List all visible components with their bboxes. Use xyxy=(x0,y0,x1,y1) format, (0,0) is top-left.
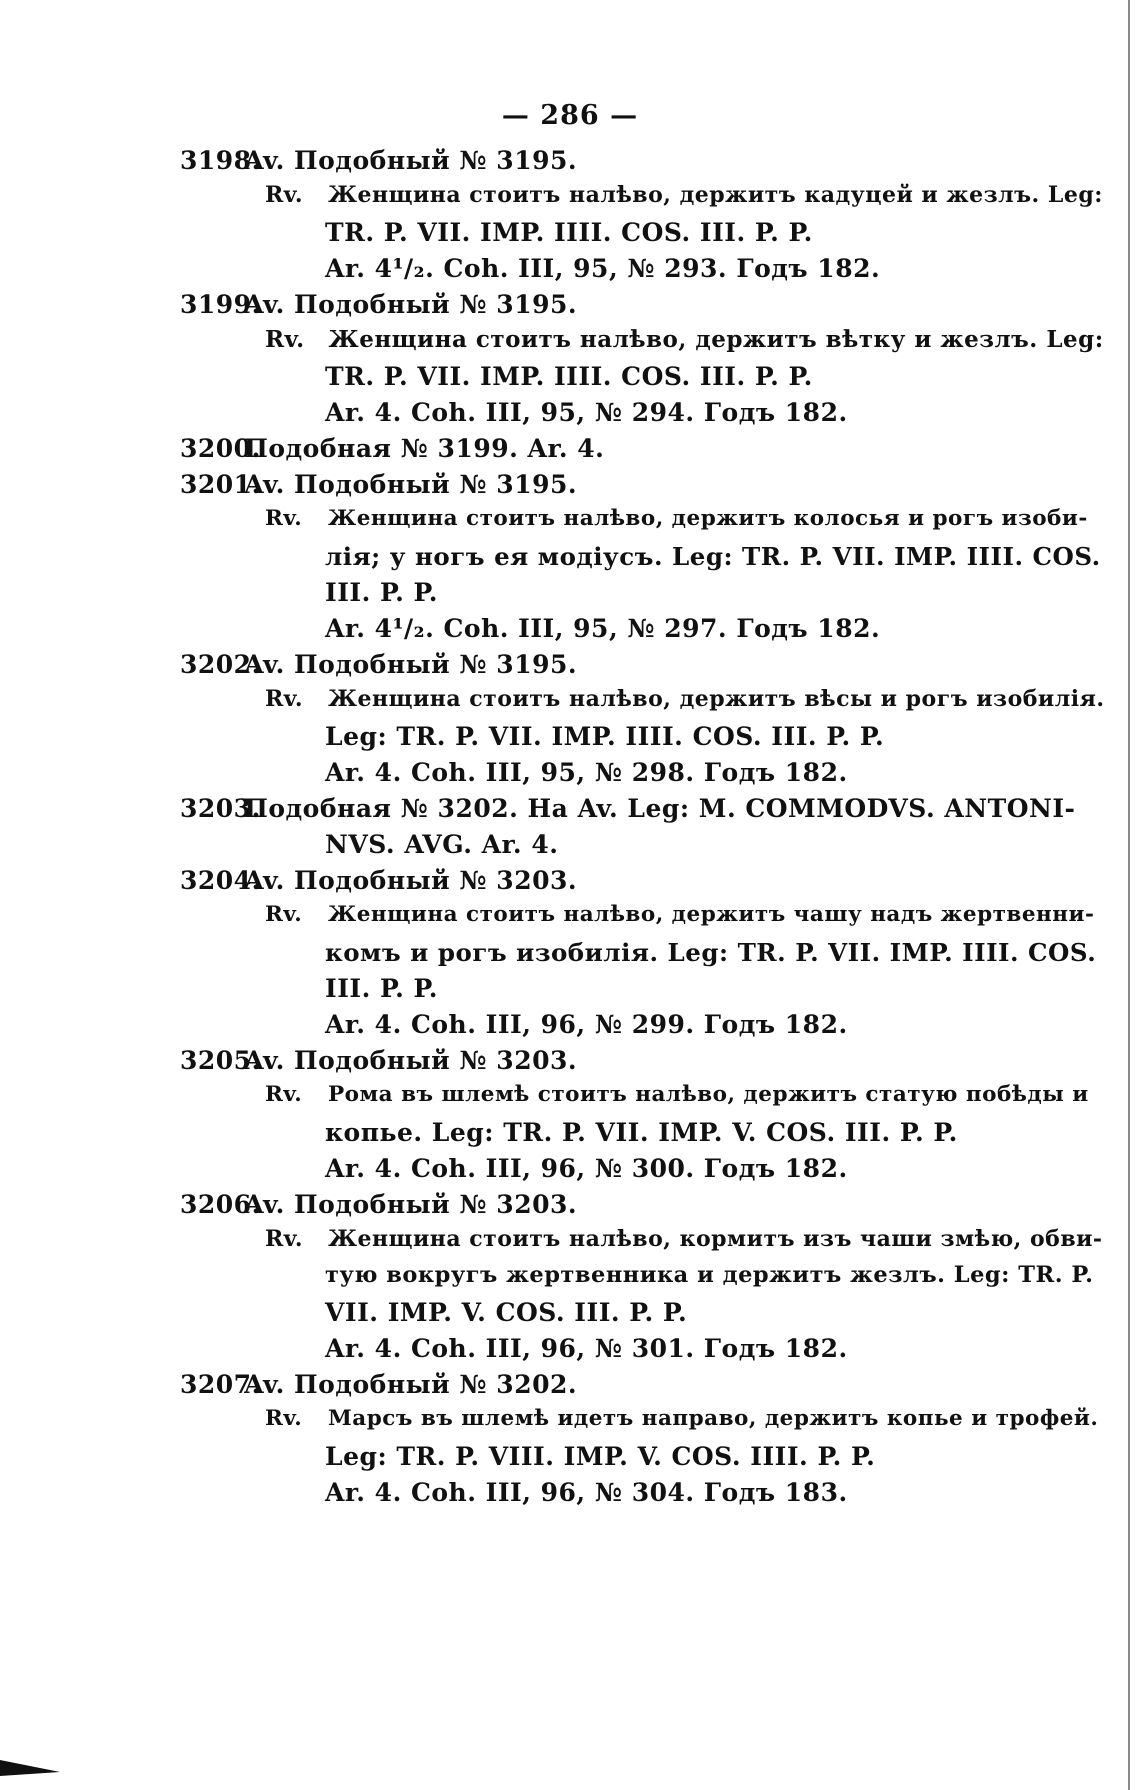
entry-number: 3203. xyxy=(180,794,261,823)
obverse-text: Подобная № 3202. На Av. Leg: M. COMMODVS. ANTONI- xyxy=(244,794,1076,823)
entry-number: 3206. xyxy=(180,1190,261,1219)
reverse-text: Женщина стоитъ налѣво, держитъ колосья и рогъ изоби- xyxy=(328,506,1088,531)
reverse-label: Rv. xyxy=(265,1082,303,1107)
reverse-line xyxy=(265,902,1094,927)
catalog-entry-3205 xyxy=(180,1046,577,1075)
reverse-text-cont: лія; у ногъ ея модіусъ. Leg: TR. P. VII. IMP. IIII. COS. xyxy=(325,542,1101,571)
reverse-text: Женщина стоитъ налѣво, держитъ кадуцей и жезлъ. Leg: xyxy=(328,182,1103,208)
reverse-legend: III. P. P. xyxy=(325,578,438,607)
reference-line: Ar. 4¹/₂. Coh. III, 95, № 293. Годъ 182. xyxy=(325,254,881,283)
reverse-label: Rv. xyxy=(265,1226,304,1252)
reference-line: Ar. 4. Coh. III, 96, № 300. Годъ 182. xyxy=(325,1154,848,1183)
reverse-label: Rv. xyxy=(265,326,305,353)
entry-number: 3204. xyxy=(180,866,261,895)
reverse-legend: TR. P. VII. IMP. IIII. COS. III. P. P. xyxy=(325,218,813,247)
reverse-line xyxy=(265,326,1104,353)
reference-line: Ar. 4. Coh. III, 95, № 298. Годъ 182. xyxy=(325,758,848,787)
reverse-text: Марсъ въ шлемѣ идетъ направо, держитъ копье и трофей. xyxy=(328,1406,1099,1431)
catalog-entry-3204 xyxy=(180,866,577,895)
obverse-text: Av. Подобный № 3203. xyxy=(244,1046,578,1075)
reverse-legend: VII. IMP. V. COS. III. P. P. xyxy=(325,1298,688,1327)
catalog-entry-3199 xyxy=(180,290,577,319)
catalog-entry-3198 xyxy=(180,146,577,175)
reverse-line xyxy=(265,1226,1103,1252)
reverse-label: Rv. xyxy=(265,1406,303,1431)
page-edge xyxy=(1128,0,1130,1790)
catalog-entry-3202 xyxy=(180,650,577,679)
obverse-text: Av. Подобный № 3195. xyxy=(244,290,578,319)
entry-number: 3200. xyxy=(180,434,261,463)
reference-line: Ar. 4. Coh. III, 96, № 301. Годъ 182. xyxy=(325,1334,848,1363)
reverse-line xyxy=(265,506,1088,531)
catalog-entry-3200 xyxy=(180,434,604,463)
reverse-line xyxy=(265,1406,1098,1431)
entry-number: 3198. xyxy=(180,146,261,175)
catalog-entry-3203 xyxy=(180,794,1075,823)
entry-number: 3205. xyxy=(180,1046,261,1075)
reverse-text: Женщина стоитъ налѣво, кормитъ изъ чаши змѣю, обви- xyxy=(328,1226,1103,1252)
reverse-text: Женщина стоитъ налѣво, держитъ вѣсы и рогъ изобилія. xyxy=(328,686,1105,712)
catalog-entry-3207 xyxy=(180,1370,577,1399)
entry-number: 3207. xyxy=(180,1370,261,1399)
reverse-legend: III. P. P. xyxy=(325,974,438,1003)
entry-number: 3201. xyxy=(180,470,261,499)
reverse-legend: Leg: TR. P. VII. IMP. IIII. COS. III. P. P. xyxy=(325,722,885,751)
catalog-entry-3201 xyxy=(180,470,577,499)
obverse-text: Av. Подобный № 3203. xyxy=(244,1190,578,1219)
reverse-text: Рома въ шлемѣ стоитъ налѣво, держитъ статую побѣды и xyxy=(328,1082,1089,1107)
entry-number: 3202. xyxy=(180,650,261,679)
obverse-text: Av. Подобный № 3202. xyxy=(244,1370,578,1399)
reverse-text: Женщина стоитъ налѣво, держитъ вѣтку и жезлъ. Leg: xyxy=(328,326,1104,353)
reverse-label: Rv. xyxy=(265,686,304,712)
reverse-label: Rv. xyxy=(265,902,303,927)
catalog-entry-3206 xyxy=(180,1190,577,1219)
obverse-text: Av. Подобный № 3203. xyxy=(244,866,578,895)
reference-line: Ar. 4. Coh. III, 96, № 304. Годъ 183. xyxy=(325,1478,848,1507)
reverse-line xyxy=(265,182,1103,208)
reverse-label: Rv. xyxy=(265,506,303,531)
reference-line: Ar. 4¹/₂. Coh. III, 95, № 297. Годъ 182. xyxy=(325,614,881,643)
reverse-line xyxy=(265,1082,1089,1107)
obverse-text: Av. Подобный № 3195. xyxy=(244,650,578,679)
reference-line: Ar. 4. Coh. III, 96, № 299. Годъ 182. xyxy=(325,1010,848,1039)
scan-artifact xyxy=(0,1760,60,1776)
obverse-text: Av. Подобный № 3195. xyxy=(244,146,578,175)
reverse-label: Rv. xyxy=(265,182,304,208)
reverse-text-cont: копье. Leg: TR. P. VII. IMP. V. COS. III. P. P. xyxy=(325,1118,958,1147)
reverse-legend: Leg: TR. P. VIII. IMP. V. COS. IIII. P. P. xyxy=(325,1442,876,1471)
entry-number: 3199. xyxy=(180,290,261,319)
reverse-text-cont: тую вокругъ жертвенника и держитъ жезлъ. Leg: TR. P. xyxy=(325,1262,1094,1288)
reverse-legend: TR. P. VII. IMP. IIII. COS. III. P. P. xyxy=(325,362,813,391)
reverse-text-cont: комъ и рогъ изобилія. Leg: TR. P. VII. IMP. IIII. COS. xyxy=(325,938,1097,967)
obverse-legend-cont: NVS. AVG. Ar. 4. xyxy=(325,830,559,859)
reference-line: Ar. 4. Coh. III, 95, № 294. Годъ 182. xyxy=(325,398,848,427)
obverse-text: Подобная № 3199. Ar. 4. xyxy=(244,434,605,463)
page-number: — 286 — xyxy=(501,100,639,131)
reverse-text: Женщина стоитъ налѣво, держитъ чашу надъ жертвенни- xyxy=(328,902,1095,927)
reverse-line xyxy=(265,686,1105,712)
obverse-text: Av. Подобный № 3195. xyxy=(244,470,578,499)
